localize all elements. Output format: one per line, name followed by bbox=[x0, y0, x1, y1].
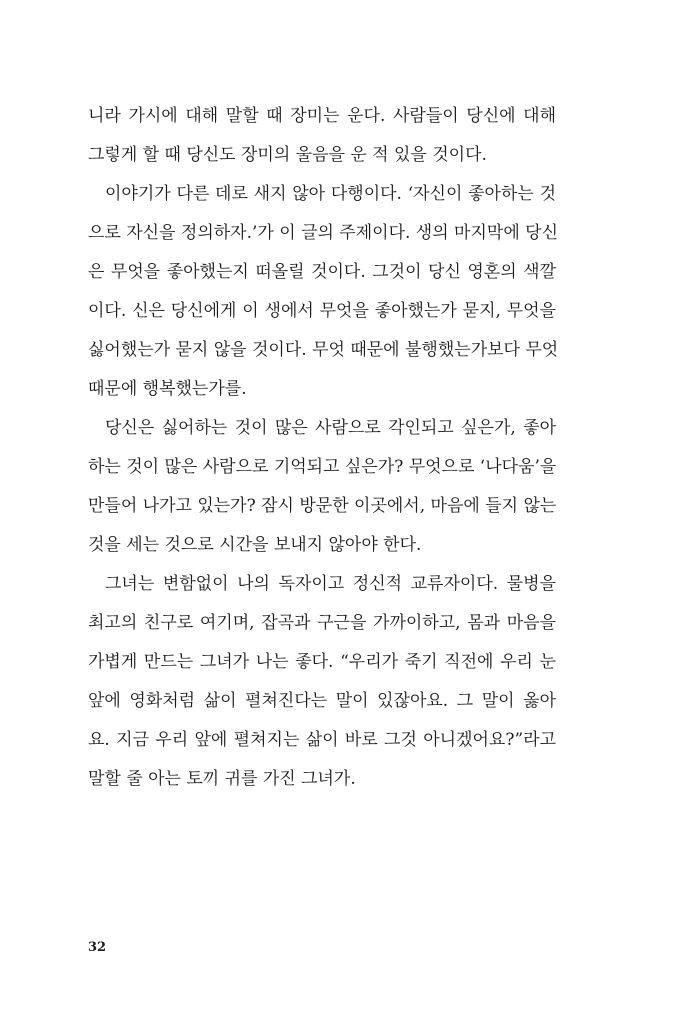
text-line: 가볍게 만드는 그녀가 나는 좋다. “우리가 죽기 직전에 우리 눈 bbox=[88, 652, 556, 672]
text-line: 말할 줄 아는 토끼 귀를 가진 그녀가. bbox=[88, 769, 356, 789]
text-line: 그녀는 변함없이 나의 독자이고 정신적 교류자이다. 물병을 bbox=[105, 574, 556, 594]
paragraph bbox=[88, 565, 556, 799]
text-line: 때문에 행복했는가를. bbox=[88, 379, 247, 399]
text-line: 이야기가 다른 데로 새지 않아 다행이다. ‘자신이 좋아하는 것 bbox=[105, 184, 556, 204]
text-line: 싫어했는가 묻지 않을 것이다. 무엇 때문에 불행했는가보다 무엇 bbox=[88, 340, 559, 360]
text-line: 니라 가시에 대해 말할 때 장미는 운다. 사람들이 당신에 대해 bbox=[88, 106, 556, 126]
paragraph bbox=[88, 175, 559, 409]
text-line: 그렇게 할 때 당신도 장미의 울음을 운 적 있을 것이다. bbox=[88, 145, 487, 165]
text-line: 하는 것이 많은 사람으로 기억되고 싶은가? 무엇으로 ‘나다움’을 bbox=[88, 457, 557, 477]
text-line: 이다. 신은 당신에게 이 생에서 무엇을 좋아했는가 묻지, 무엇을 bbox=[88, 301, 556, 321]
text-line: 당신은 싫어하는 것이 많은 사람으로 각인되고 싶은가, 좋아 bbox=[105, 418, 556, 438]
text-line: 으로 자신을 정의하자.’가 이 글의 주제이다. 생의 마지막에 당신 bbox=[88, 223, 558, 243]
text-line: 은 무엇을 좋아했는지 떠올릴 것이다. 그것이 당신 영혼의 색깔 bbox=[88, 262, 556, 282]
text-line: 만들어 나가고 있는가? 잠시 방문한 이곳에서, 마음에 들지 않는 bbox=[88, 496, 557, 516]
paragraph bbox=[88, 409, 556, 565]
text-line: 앞에 영화처럼 삶이 펼쳐진다는 말이 있잖아요. 그 말이 옳아 bbox=[88, 691, 556, 711]
paragraph bbox=[88, 97, 556, 175]
text-line: 요. 지금 우리 앞에 펼쳐지는 삶이 바로 그것 아니겠어요?”라고 bbox=[88, 730, 556, 750]
text-line: 최고의 친구로 여기며, 잡곡과 구근을 가까이하고, 몸과 마음을 bbox=[88, 613, 556, 633]
page-number: 32 bbox=[88, 940, 107, 955]
text-line: 것을 세는 것으로 시간을 보내지 않아야 한다. bbox=[88, 535, 422, 555]
body-text bbox=[88, 97, 559, 799]
